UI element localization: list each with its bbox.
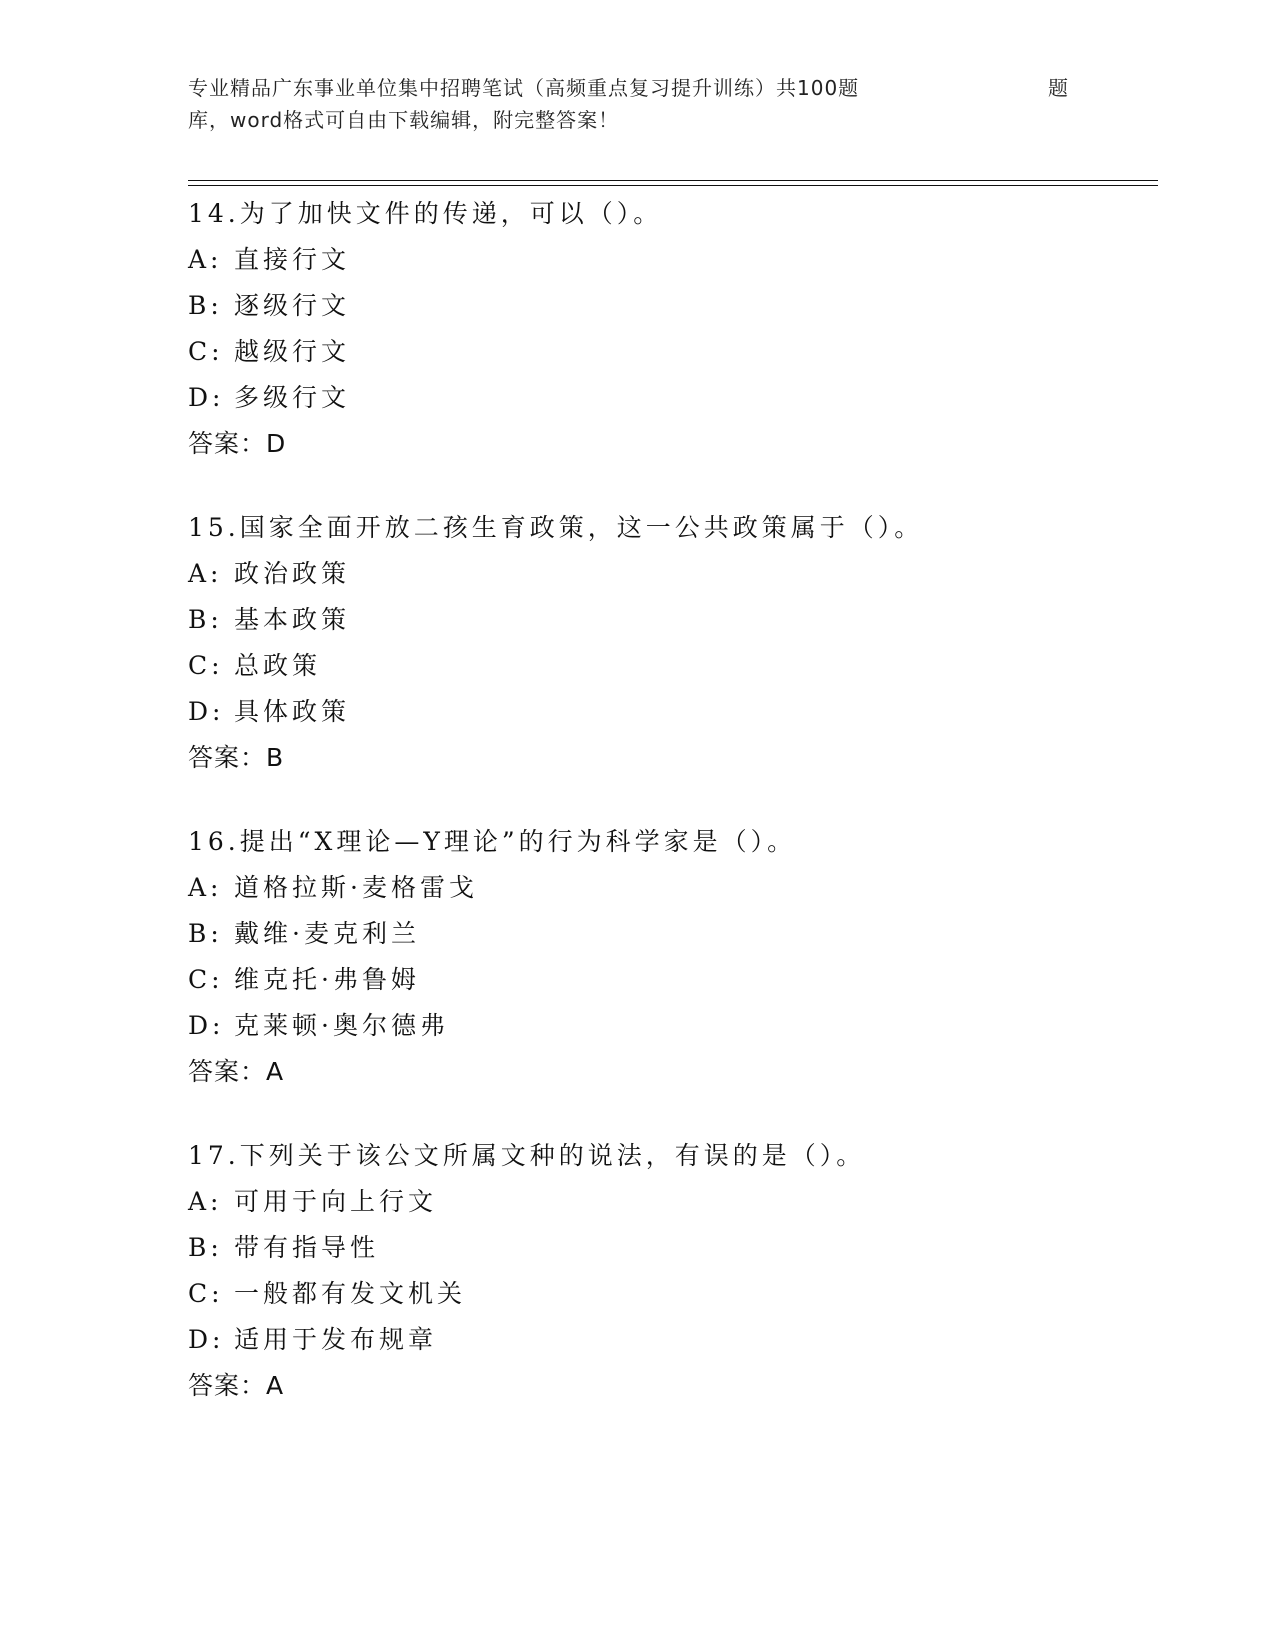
option-d bbox=[188, 1317, 1148, 1363]
option-c bbox=[188, 329, 1148, 375]
option-d bbox=[188, 689, 1148, 735]
option-text: 具体政策 bbox=[234, 697, 351, 726]
option-b bbox=[188, 597, 1148, 643]
option-label: C: bbox=[188, 965, 224, 994]
option-a bbox=[188, 1179, 1148, 1225]
option-label: C: bbox=[188, 337, 224, 366]
header-line-1 bbox=[188, 72, 1088, 104]
option-a bbox=[188, 551, 1148, 597]
option-a bbox=[188, 865, 1148, 911]
question-text: 17.下列关于该公文所属文种的说法，有误的是（）。 bbox=[188, 1141, 866, 1170]
option-label: D: bbox=[188, 1011, 225, 1040]
answer-line: 答案：B bbox=[188, 743, 285, 772]
option-text: 逐级行文 bbox=[234, 291, 351, 320]
question-15 bbox=[188, 505, 1148, 781]
option-label: B: bbox=[188, 605, 223, 634]
option-text: 适用于发布规章 bbox=[234, 1325, 438, 1354]
header-divider-top bbox=[188, 180, 1158, 181]
option-text: 越级行文 bbox=[234, 337, 351, 366]
option-text: 戴维·麦克利兰 bbox=[234, 919, 420, 948]
option-b bbox=[188, 1225, 1148, 1271]
question-16 bbox=[188, 819, 1148, 1095]
option-c bbox=[188, 1271, 1148, 1317]
header-line-2: 库，word格式可自由下载编辑，附完整答案！ bbox=[188, 108, 620, 132]
option-text: 克莱顿·奥尔德弗 bbox=[234, 1011, 449, 1040]
header-title-part1: 专业精品广东事业单位集中招聘笔试（高频重点复习提升训练）共100题 bbox=[188, 76, 860, 100]
option-text: 政治政策 bbox=[234, 559, 351, 588]
question-text: 16.提出“X理论—Y理论”的行为科学家是（）。 bbox=[188, 827, 797, 856]
option-a bbox=[188, 237, 1148, 283]
option-label: A: bbox=[188, 559, 223, 588]
option-text: 一般都有发文机关 bbox=[234, 1279, 467, 1308]
option-text: 可用于向上行文 bbox=[234, 1187, 438, 1216]
option-label: A: bbox=[188, 1187, 223, 1216]
option-label: D: bbox=[188, 383, 225, 412]
answer-line: 答案：D bbox=[188, 429, 287, 458]
question-list bbox=[188, 191, 1148, 1447]
option-text: 基本政策 bbox=[234, 605, 351, 634]
option-label: B: bbox=[188, 919, 223, 948]
option-text: 总政策 bbox=[234, 651, 322, 680]
option-text: 道格拉斯·麦格雷戈 bbox=[234, 873, 478, 902]
option-d bbox=[188, 375, 1148, 421]
answer-line: 答案：A bbox=[188, 1371, 285, 1400]
option-label: B: bbox=[188, 291, 223, 320]
option-text: 维克托·弗鲁姆 bbox=[234, 965, 420, 994]
option-label: C: bbox=[188, 1279, 224, 1308]
document-header bbox=[188, 72, 1088, 136]
option-text: 直接行文 bbox=[234, 245, 351, 274]
option-text: 多级行文 bbox=[234, 383, 351, 412]
option-label: A: bbox=[188, 245, 223, 274]
option-c bbox=[188, 957, 1148, 1003]
option-label: D: bbox=[188, 697, 225, 726]
option-d bbox=[188, 1003, 1148, 1049]
option-text: 带有指导性 bbox=[234, 1233, 380, 1262]
answer-line: 答案：A bbox=[188, 1057, 285, 1086]
question-17 bbox=[188, 1133, 1148, 1409]
header-title-wrap: 题 bbox=[1048, 76, 1069, 100]
option-label: D: bbox=[188, 1325, 225, 1354]
option-b bbox=[188, 283, 1148, 329]
option-b bbox=[188, 911, 1148, 957]
header-divider-bottom bbox=[188, 185, 1158, 186]
option-label: A: bbox=[188, 873, 223, 902]
option-c bbox=[188, 643, 1148, 689]
question-text: 14.为了加快文件的传递，可以（）。 bbox=[188, 199, 663, 228]
option-label: C: bbox=[188, 651, 224, 680]
question-text: 15.国家全面开放二孩生育政策，这一公共政策属于（）。 bbox=[188, 513, 924, 542]
question-14 bbox=[188, 191, 1148, 467]
option-label: B: bbox=[188, 1233, 223, 1262]
